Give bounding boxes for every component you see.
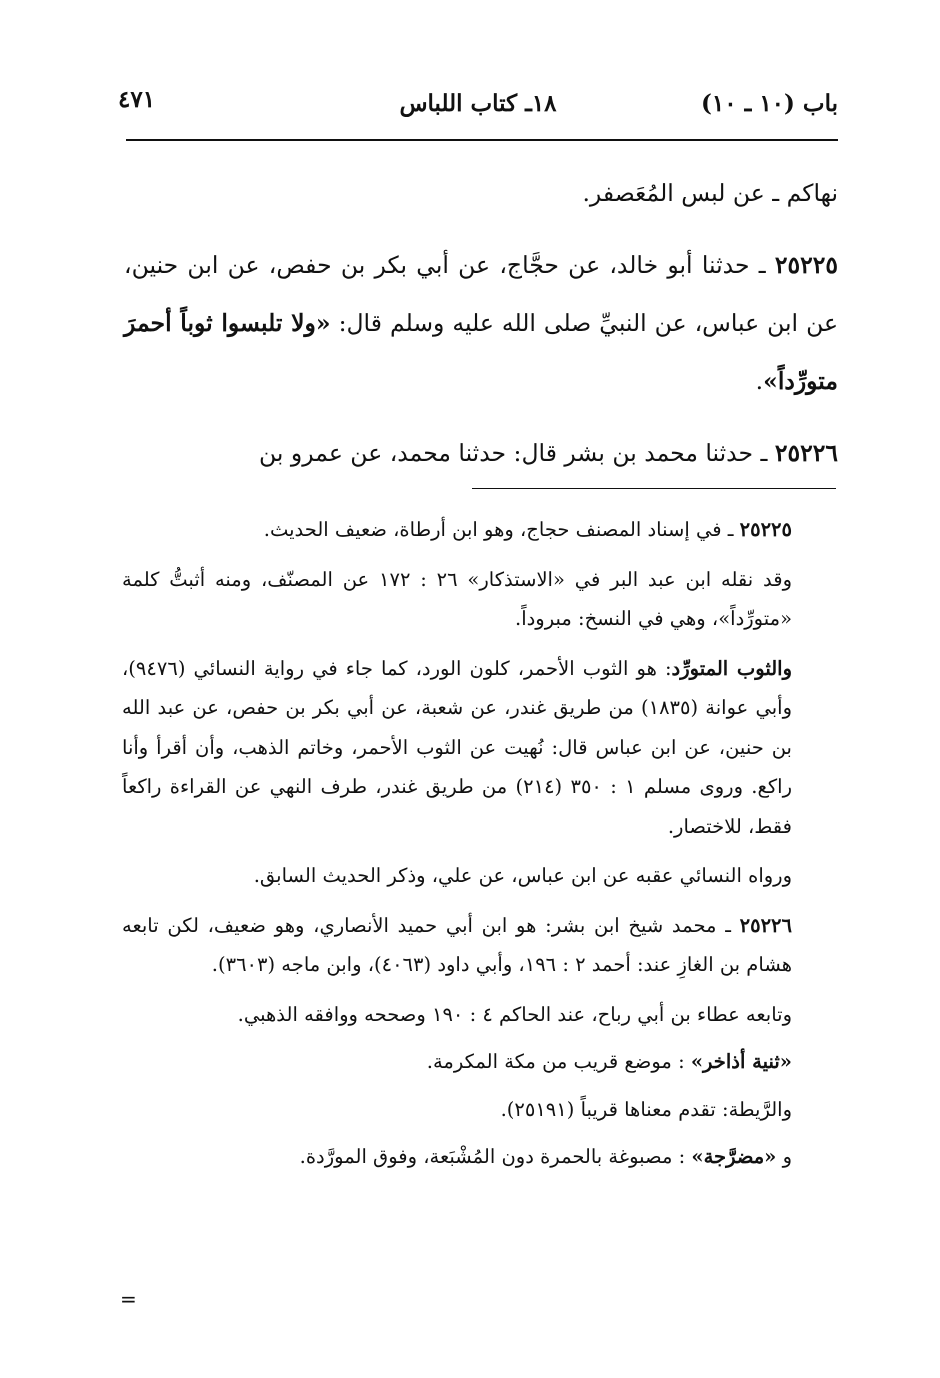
footnote-paragraph: ورواه النسائي عقبه عن ابن عباس، عن علي، وذكر الحديث السابق. — [253, 864, 792, 887]
footnote-text: : موضع قريب من مكة المكرمة. — [426, 1050, 691, 1073]
hadith-number: ٢٥٢٢٥ — [774, 251, 838, 279]
footnote-number: ٢٥٢٢٦ — [739, 913, 792, 937]
footnote-paragraph: والرَّيطة: تقدم معناها قريباً (٢٥١٩١). — [500, 1097, 792, 1121]
hadith-25226 — [124, 424, 838, 482]
page-number: ٤٧١ — [118, 86, 156, 113]
hadith-25225: ٢٥٢٢٥ ـ حدثنا أبو خالد، عن حجَّاج، عن أبي بكر بن حفص، عن ابن حنين، عن ابن عباس، عن النبيِّ صلى الله عليه وسلم قال: «ولا تلبسوا ثوباً أحمرَ متورِّداً». — [124, 251, 838, 395]
footnote-term: والثوب المتورِّد — [671, 656, 792, 680]
footnote-text: ـ في إسناد المصنف حجاج، وهو ابن أرطاة، ضعيف الحديث. — [263, 518, 740, 541]
footnote-number: ٢٥٢٢٥ — [739, 518, 792, 541]
footnote-paragraph: وتابعه عطاء بن أبي رباح، عند الحاكم ٤ : ١٩٠ وصححه ووافقه الذهبي. — [237, 1002, 792, 1026]
footnote-text: : مصبوغة بالحمرة دون المُشْبَعة، وفوق المورَّدة. — [299, 1145, 692, 1168]
hadith-text: ـ حدثنا محمد بن بشر قال: حدثنا محمد، عن عمرو بن — [259, 439, 775, 467]
footnote-25226 — [122, 906, 838, 985]
footnote-25225 — [122, 510, 838, 550]
footnote-term: «مضرَّجة» — [691, 1145, 777, 1168]
continuation-mark: = — [120, 1287, 137, 1311]
main-text — [124, 164, 838, 482]
footnote-text: : هو الثوب الأحمر، كلون الورد، كما جاء في رواية النسائي (٩٤٧٦)، وأبي عوانة (١٨٣٥) من طريق غندر، عن شعبة، عن أبي بكر بن حفص، عن عبد الله بن حنين، عن ابن عباس قال: نُهيت عن الثوب الأحمر، وخاتم الذهب، وأن أقرأ وأنا راكع. وروى مسلم ١ : ٣٥٠ (٢١٤) من طريق غندر، طرف النهي عن القراءة راكعاً فقط، للاختصار. — [122, 656, 793, 838]
chapter-title: باب (١٠ ـ ١٠) — [700, 90, 838, 117]
footnote-term: «ثنية أذاخر» — [690, 1050, 792, 1073]
footnote-paragraph — [122, 649, 838, 847]
footnote-paragraph — [122, 1042, 838, 1082]
footnote-text: ـ محمد شيخ ابن بشر: هو ابن أبي حميد الأنصاري، وهو ضعيف، لكن تابعه هشام بن الغازِ عند: أحمد ٢ : ١٩٦، وأبي داود (٤٠٦٣)، وابن ماجه (٣٦٠٣). — [122, 913, 792, 976]
book-title: ١٨ـ كتاب اللباس — [399, 90, 557, 117]
footnotes — [122, 510, 838, 1185]
main-paragraph-continuation: نهاكم ـ عن لبس المُعَصفر. — [582, 179, 838, 207]
header-rule — [126, 139, 838, 141]
footnote-rule — [472, 488, 836, 489]
hadith-number: ٢٥٢٢٦ — [774, 439, 838, 467]
hadith-text: ـ حدثنا أبو خالد، عن حجَّاج، عن أبي بكر بن حفص، عن ابن حنين، عن ابن عباس، عن النبيِّ صلى الله عليه وسلم قال: — [124, 251, 838, 337]
footnote-paragraph: و «مضرَّجة» : مصبوغة بالحمرة دون المُشْبَعة، وفوق المورَّدة. — [299, 1145, 792, 1168]
running-header — [118, 86, 838, 130]
footnote-paragraph: وقد نقله ابن عبد البر في «الاستذكار» ٢٦ : ١٧٢ عن المصنّف، ومنه أثبتُّ كلمة «متورِّداً»، وهي في النسخ: مبروداً. — [122, 567, 792, 630]
hadith-quote: «ولا تلبسوا ثوباً أحمرَ متورِّداً» — [124, 309, 838, 395]
